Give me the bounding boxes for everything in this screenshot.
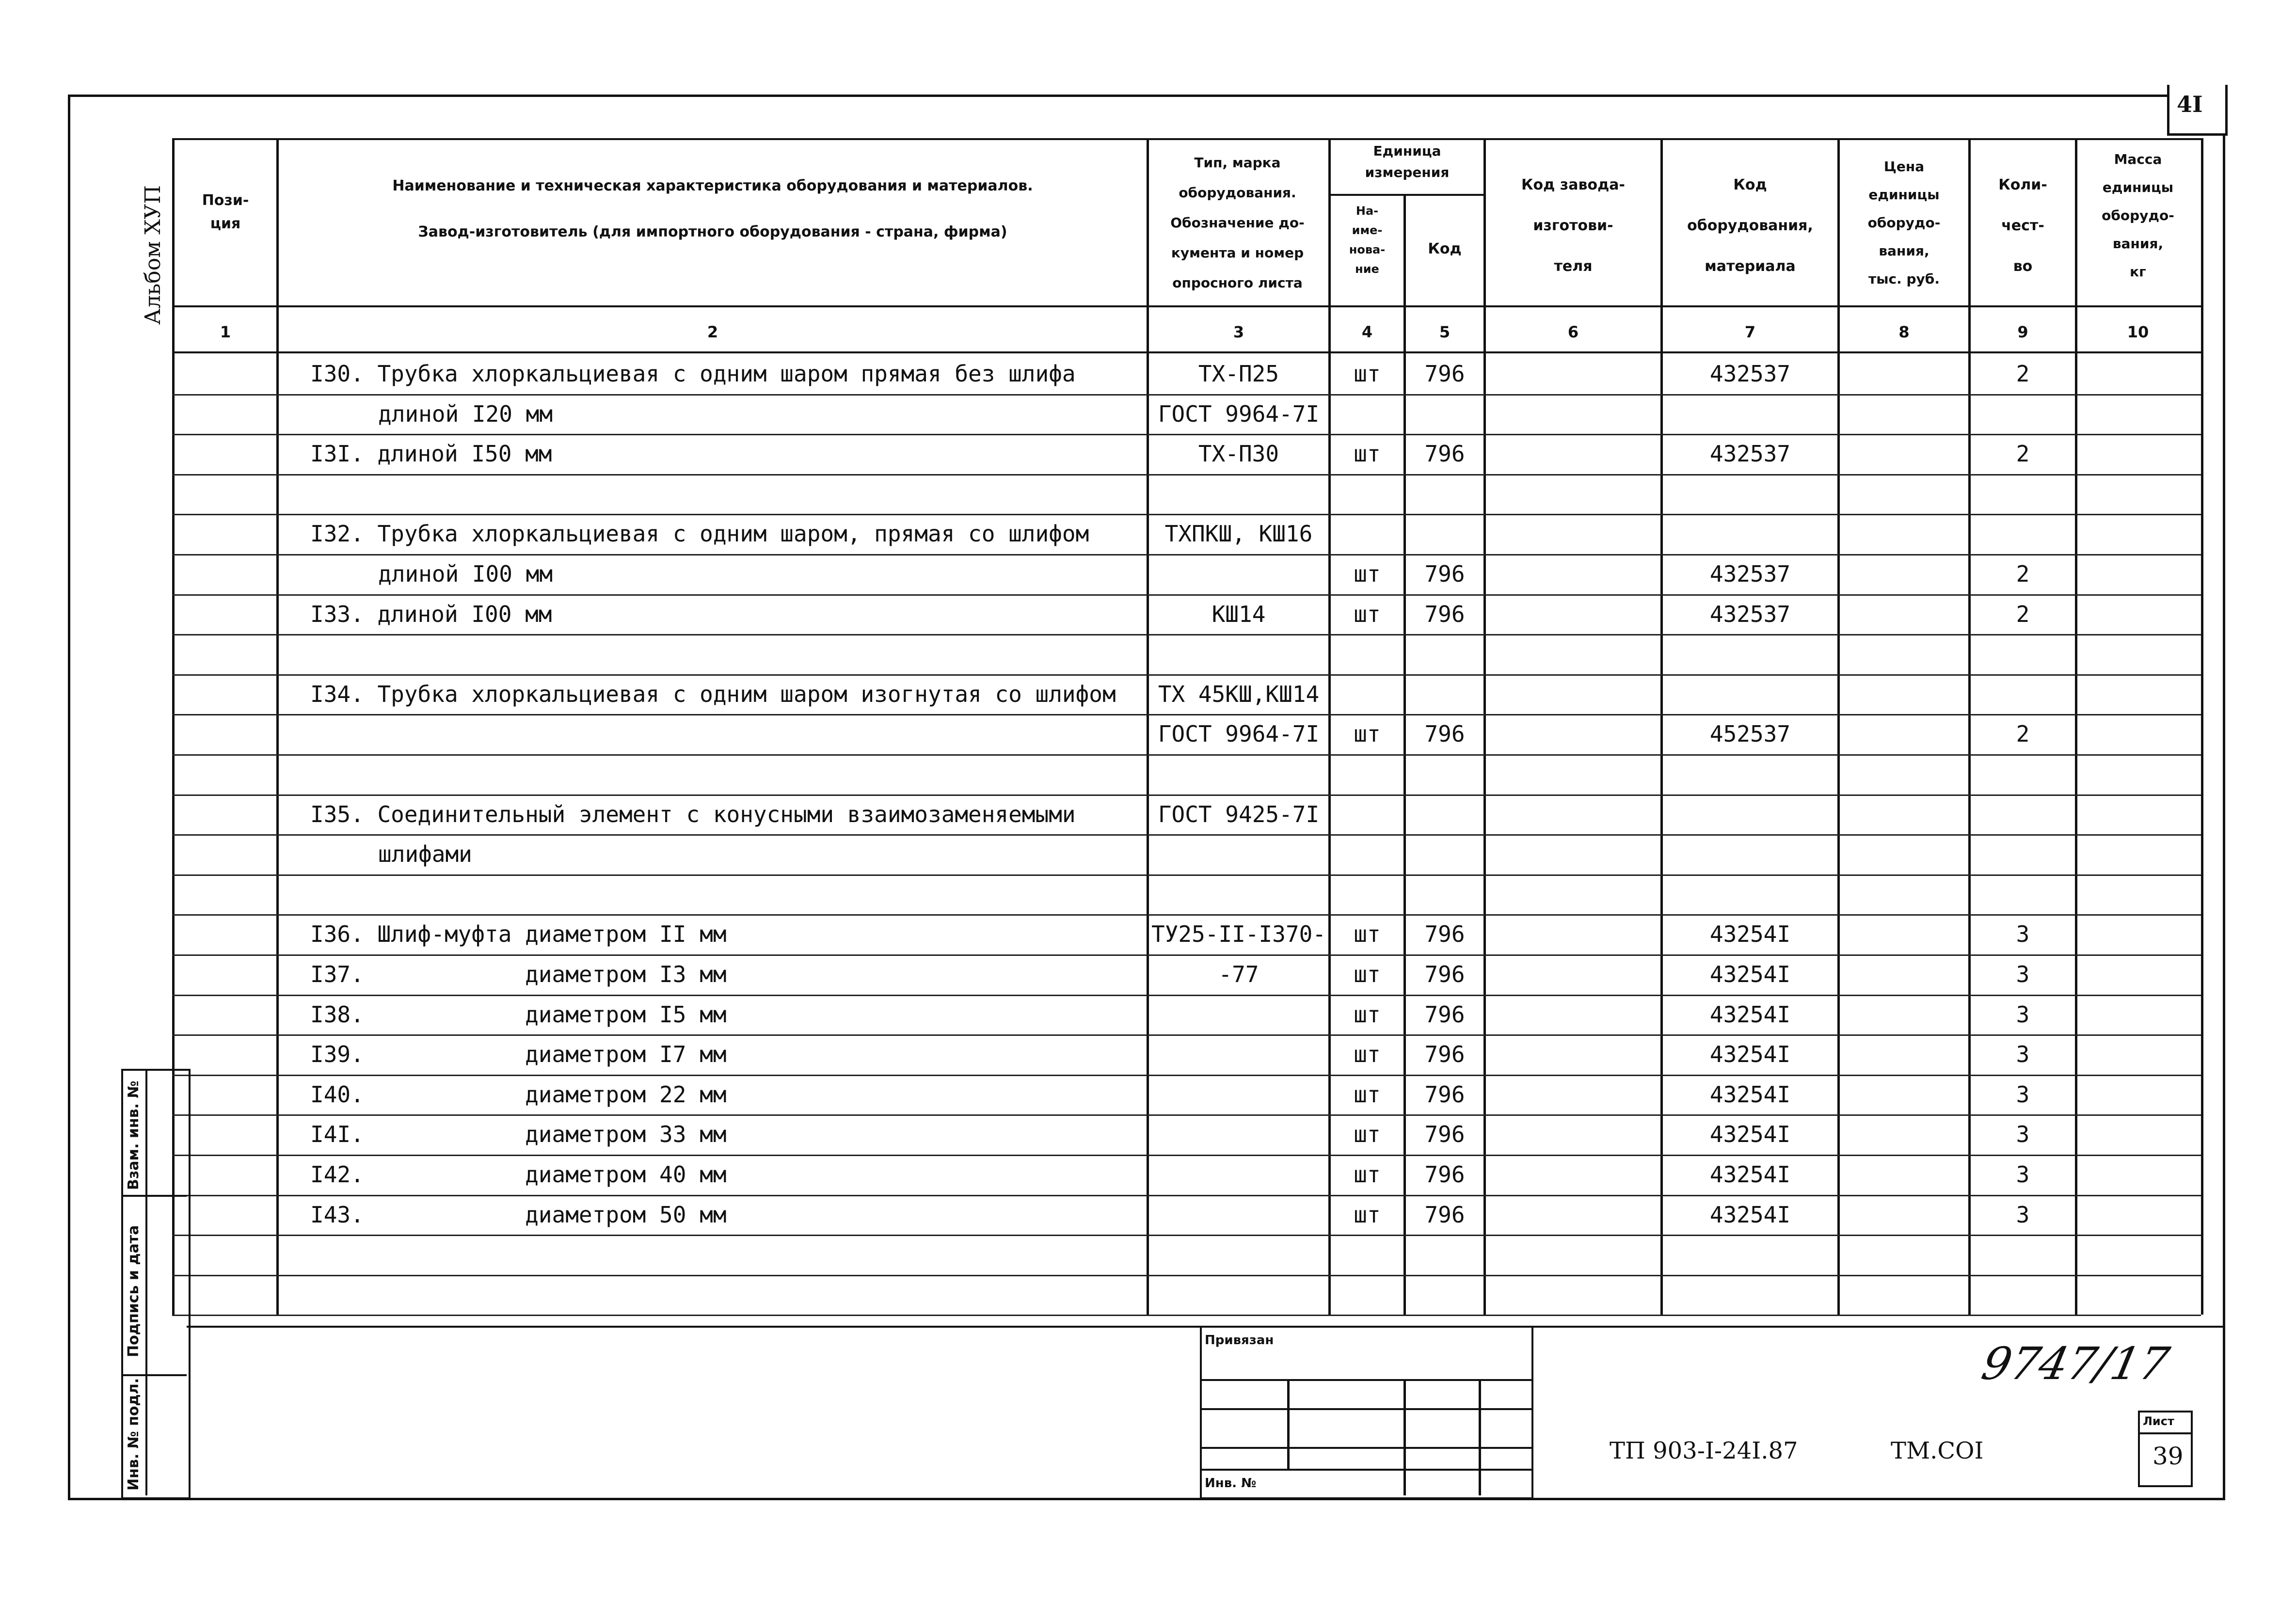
cell-ucode: 796 bbox=[1424, 1081, 1465, 1108]
table-top-line bbox=[172, 138, 2201, 140]
attach-vline-1 bbox=[1287, 1379, 1290, 1469]
cell-unit: шт bbox=[1354, 561, 1381, 587]
cell-ucode: 796 bbox=[1424, 1161, 1465, 1188]
cell-code: 43254I bbox=[1709, 1121, 1791, 1148]
header-position: Пози- ция bbox=[202, 192, 249, 232]
cell-name: I40. диаметром 22 мм bbox=[310, 1081, 727, 1108]
side-divider bbox=[145, 1069, 147, 1495]
cell-code: 452537 bbox=[1709, 721, 1791, 747]
cell-name: длиной I00 мм bbox=[378, 561, 553, 587]
colnum-3: 3 bbox=[1233, 323, 1244, 341]
cell-name: I32. Трубка хлоркальциевая с одним шаром, прямая со шлифом bbox=[310, 521, 1089, 547]
cell-qty: 2 bbox=[2016, 601, 2030, 627]
cell-qty: 3 bbox=[2016, 1161, 2030, 1188]
cell-type: -77 bbox=[1218, 961, 1259, 987]
row-line bbox=[172, 514, 2201, 515]
header-bottom-line bbox=[172, 305, 2201, 307]
cell-qty: 2 bbox=[2016, 441, 2030, 467]
colnum-10: 10 bbox=[2127, 323, 2149, 341]
cell-ucode: 796 bbox=[1424, 561, 1465, 587]
cell-name: I37. диаметром I3 мм bbox=[310, 961, 727, 987]
row-line bbox=[172, 594, 2201, 596]
attach-line-1 bbox=[1200, 1379, 1532, 1381]
row-line bbox=[172, 1155, 2201, 1156]
cell-qty: 3 bbox=[2016, 1041, 2030, 1068]
cell-qty: 3 bbox=[2016, 921, 2030, 948]
cell-name: I33. длиной I00 мм bbox=[310, 601, 552, 627]
cell-code: 43254I bbox=[1709, 1201, 1791, 1228]
cell-type: ГОСТ 9964-7I bbox=[1158, 721, 1320, 747]
cell-qty: 3 bbox=[2016, 1201, 2030, 1228]
cell-unit: шт bbox=[1354, 1001, 1381, 1028]
cell-name: I38. диаметром I5 мм bbox=[310, 1001, 727, 1028]
colnum-9: 9 bbox=[2017, 323, 2028, 341]
row-line bbox=[172, 1195, 2201, 1196]
cell-name: I42. диаметром 40 мм bbox=[310, 1161, 727, 1188]
colnum-4: 4 bbox=[1361, 323, 1373, 341]
cell-type: ТУ25-II-I370- bbox=[1151, 921, 1326, 948]
side-label-podp: Подпись и дата bbox=[125, 1225, 142, 1357]
cell-name: длиной I20 мм bbox=[378, 400, 553, 427]
header-qty: Коли- чест- во bbox=[1998, 176, 2047, 275]
cell-name: I4I. диаметром 33 мм bbox=[310, 1121, 727, 1148]
colnum-5: 5 bbox=[1439, 323, 1451, 341]
row-line bbox=[172, 754, 2201, 756]
header-price: Цена единицы оборудо- вания, тыс. руб. bbox=[1867, 159, 1941, 287]
cell-code: 43254I bbox=[1709, 961, 1791, 987]
cell-ucode: 796 bbox=[1424, 961, 1465, 987]
header-equip-code: Код оборудования, материала bbox=[1687, 176, 1813, 275]
cell-name: I30. Трубка хлоркальциевая с одним шаром прямая без шлифа bbox=[310, 361, 1076, 387]
cell-ucode: 796 bbox=[1424, 601, 1465, 627]
colnum-7: 7 bbox=[1744, 323, 1756, 341]
row-line bbox=[172, 1075, 2201, 1076]
cell-ucode: 796 bbox=[1424, 921, 1465, 948]
cell-code: 43254I bbox=[1709, 1161, 1791, 1188]
row-line bbox=[172, 714, 2201, 715]
attach-line-2 bbox=[1200, 1408, 1532, 1410]
cell-type: ТХ-П25 bbox=[1198, 361, 1279, 387]
cell-qty: 2 bbox=[2016, 561, 2030, 587]
header-unit-code: Код bbox=[1428, 240, 1462, 257]
cell-code: 432537 bbox=[1709, 561, 1791, 587]
column-line bbox=[2075, 138, 2077, 1315]
cell-name: шлифами bbox=[378, 841, 472, 868]
album-label: Альбом ХУП bbox=[141, 185, 165, 325]
cell-qty: 2 bbox=[2016, 721, 2030, 747]
cell-name: I43. диаметром 50 мм bbox=[310, 1201, 727, 1228]
header-name-a: Наименование и техническая характеристика оборудования и материалов. bbox=[392, 177, 1033, 194]
sheet-box-split bbox=[2138, 1432, 2191, 1434]
colnum-8: 8 bbox=[1898, 323, 1910, 341]
doc-code: ТП 903-I-24I.87 bbox=[1610, 1437, 1798, 1464]
cell-ucode: 796 bbox=[1424, 721, 1465, 747]
page-number: 4I bbox=[2177, 91, 2203, 117]
doc-code-2: ТМ.СОI bbox=[1891, 1437, 1984, 1464]
cell-ucode: 796 bbox=[1424, 1041, 1465, 1068]
row-line bbox=[172, 914, 2201, 916]
row-line bbox=[172, 674, 2201, 676]
attach-stamp bbox=[1200, 1326, 1533, 1499]
cell-unit: шт bbox=[1354, 961, 1381, 987]
header-units: Единица измерения bbox=[1365, 143, 1450, 180]
header-type: Тип, марка оборудования. Обозначение до- кумента и номер опросного листа bbox=[1170, 155, 1305, 291]
cell-qty: 3 bbox=[2016, 1001, 2030, 1028]
row-line bbox=[172, 1235, 2201, 1236]
side-row-line-2 bbox=[121, 1374, 187, 1376]
colnum-2: 2 bbox=[707, 323, 718, 341]
column-line bbox=[1483, 138, 1486, 1315]
row-line bbox=[172, 394, 2201, 396]
row-line bbox=[172, 1275, 2201, 1276]
cell-name: I3I. длиной I50 мм bbox=[310, 441, 552, 467]
cell-type: ТХ-П30 bbox=[1198, 441, 1279, 467]
column-line bbox=[2201, 138, 2203, 1315]
cell-name: I34. Трубка хлоркальциевая с одним шаром изогнутая со шлифом bbox=[310, 681, 1116, 707]
cell-qty: 3 bbox=[2016, 1121, 2030, 1148]
row-line bbox=[172, 1034, 2201, 1036]
cell-unit: шт bbox=[1354, 921, 1381, 948]
row-line bbox=[172, 474, 2201, 476]
cell-ucode: 796 bbox=[1424, 361, 1465, 387]
colnum-bottom-line bbox=[172, 351, 2201, 353]
row-line bbox=[172, 554, 2201, 555]
row-line bbox=[172, 634, 2201, 635]
cell-type: ТХ 45КШ,КШ14 bbox=[1158, 681, 1320, 707]
colnum-6: 6 bbox=[1567, 323, 1579, 341]
attach-vline-3 bbox=[1479, 1379, 1481, 1495]
handwritten-number: 9747/17 bbox=[1977, 1338, 2174, 1390]
side-row-line-1 bbox=[121, 1195, 187, 1197]
cell-ucode: 796 bbox=[1424, 1201, 1465, 1228]
cell-unit: шт bbox=[1354, 1041, 1381, 1068]
cell-name: I36. Шлиф-муфта диаметром II мм bbox=[310, 921, 727, 948]
row-line bbox=[172, 874, 2201, 876]
cell-ucode: 796 bbox=[1424, 441, 1465, 467]
column-line bbox=[1147, 138, 1149, 1315]
attach-vline-2 bbox=[1403, 1379, 1406, 1495]
row-line bbox=[172, 834, 2201, 836]
cell-type: ТХПКШ, КШ16 bbox=[1164, 521, 1313, 547]
attach-label: Привязан bbox=[1205, 1333, 1274, 1348]
row-line bbox=[172, 995, 2201, 996]
cell-unit: шт bbox=[1354, 721, 1381, 747]
cell-code: 432537 bbox=[1709, 441, 1791, 467]
cell-code: 43254I bbox=[1709, 1001, 1791, 1028]
cell-code: 432537 bbox=[1709, 361, 1791, 387]
units-split-line bbox=[1328, 194, 1483, 196]
sheet-label: Лист bbox=[2143, 1414, 2174, 1428]
cell-qty: 3 bbox=[2016, 961, 2030, 987]
cell-code: 43254I bbox=[1709, 1081, 1791, 1108]
cell-type: КШ14 bbox=[1212, 601, 1266, 627]
cell-ucode: 796 bbox=[1424, 1001, 1465, 1028]
header-unit-name: На- име- нова- ние bbox=[1349, 204, 1386, 276]
row-line bbox=[172, 794, 2201, 796]
cell-unit: шт bbox=[1354, 441, 1381, 467]
header-name-b: Завод-изготовитель (для импортного оборудования - страна, фирма) bbox=[418, 223, 1007, 240]
cell-qty: 2 bbox=[2016, 361, 2030, 387]
cell-unit: шт bbox=[1354, 601, 1381, 627]
cell-qty: 3 bbox=[2016, 1081, 2030, 1108]
row-line bbox=[172, 1315, 2201, 1316]
attach-line-3 bbox=[1200, 1447, 1532, 1449]
side-label-vzam: Взам. инв. № bbox=[125, 1080, 142, 1190]
cell-code: 432537 bbox=[1709, 601, 1791, 627]
column-line bbox=[276, 138, 279, 1315]
cell-type: ГОСТ 9964-7I bbox=[1158, 400, 1320, 427]
cell-ucode: 796 bbox=[1424, 1121, 1465, 1148]
row-line bbox=[172, 954, 2201, 956]
attach-inv-label: Инв. № bbox=[1205, 1476, 1257, 1491]
colnum-1: 1 bbox=[220, 323, 231, 341]
attach-line-4 bbox=[1200, 1469, 1532, 1471]
cell-code: 43254I bbox=[1709, 921, 1791, 948]
cell-type: ГОСТ 9425-7I bbox=[1158, 801, 1320, 827]
row-line bbox=[172, 434, 2201, 435]
side-label-inv: Инв. № подл. bbox=[125, 1378, 142, 1491]
header-mass: Масса единицы оборудо- вания, кг bbox=[2102, 151, 2174, 280]
row-line bbox=[172, 1114, 2201, 1116]
header-factory-code: Код завода- изготови- теля bbox=[1521, 176, 1625, 275]
cell-name: I35. Соединительный элемент с конусными взаимозаменяемыми bbox=[310, 801, 1076, 827]
cell-unit: шт bbox=[1354, 1161, 1381, 1188]
cell-unit: шт bbox=[1354, 361, 1381, 387]
column-line bbox=[1837, 138, 1840, 1315]
cell-unit: шт bbox=[1354, 1201, 1381, 1228]
cell-unit: шт bbox=[1354, 1121, 1381, 1148]
sheet-number: 39 bbox=[2152, 1442, 2184, 1470]
cell-code: 43254I bbox=[1709, 1041, 1791, 1068]
cell-unit: шт bbox=[1354, 1081, 1381, 1108]
cell-name: I39. диаметром I7 мм bbox=[310, 1041, 727, 1068]
